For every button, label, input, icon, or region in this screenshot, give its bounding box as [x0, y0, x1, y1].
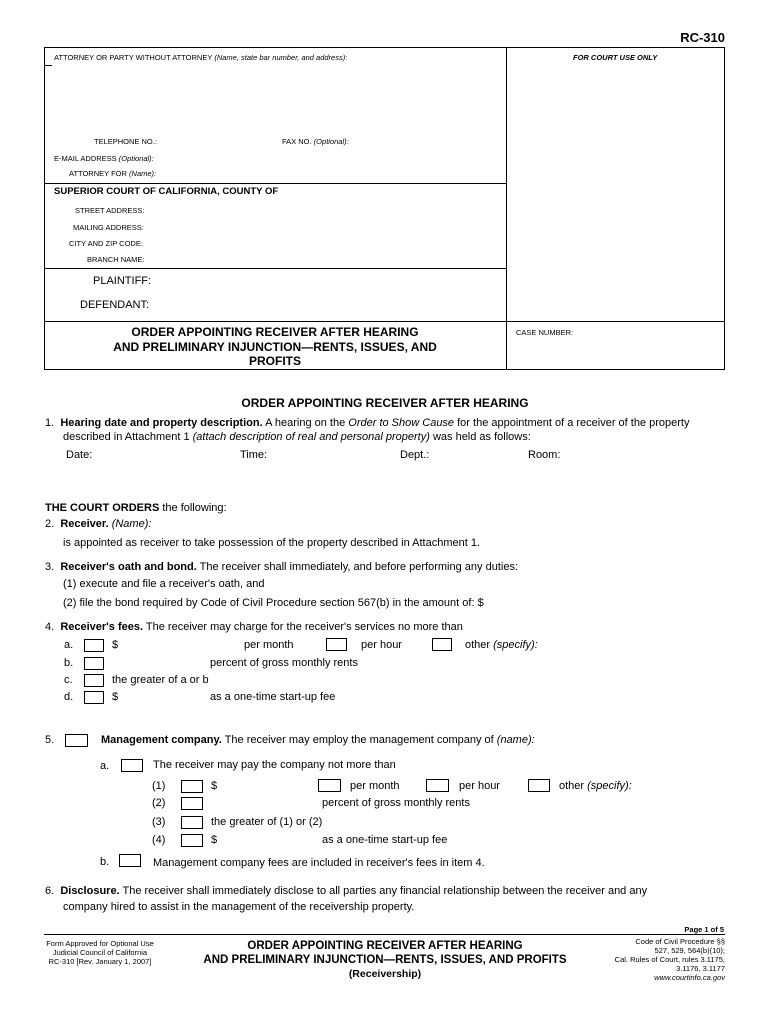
item4a-per-hour: per hour: [361, 639, 402, 651]
item5-line1: Management company. The receiver may employ the management company of (name):: [101, 734, 535, 746]
item4-line1: 4. Receiver's fees. The receiver may charge for the receiver's services no more than: [45, 621, 463, 633]
email-label: E-MAIL ADDRESS (Optional):: [54, 154, 154, 163]
item5a1-other: other (specify):: [559, 780, 632, 792]
item4d-label: d.: [64, 691, 74, 703]
item1-line2: described in Attachment 1 (attach description of real and personal property) was held as follows:: [63, 431, 531, 443]
item4a-dollar: $: [112, 639, 119, 651]
item4a-other: other (specify):: [465, 639, 538, 651]
item5a3-greater: the greater of (1) or (2): [211, 816, 323, 828]
document-title: ORDER APPOINTING RECEIVER AFTER HEARING AND PRELIMINARY INJUNCTION—RENTS, ISSUES, AND PROFITS: [113, 325, 437, 368]
item4b-label: b.: [64, 657, 74, 669]
item5a2-checkbox[interactable]: [181, 797, 203, 810]
item6-line1: 6. Disclosure. The receiver shall immediately disclose to all parties any financial relationship between the receiver and any: [45, 885, 648, 897]
item2-line1: 2. Receiver. (Name):: [45, 518, 152, 530]
case-number-label: CASE NUMBER:: [516, 328, 574, 337]
item5-num: 5.: [45, 734, 55, 746]
item5b-text: Management company fees are included in receiver's fees in item 4.: [153, 857, 485, 869]
item5a1-dollar: $: [211, 780, 218, 792]
item1-line1: 1. Hearing date and property description. A hearing on the Order to Show Cause for the appointment of a receiver of the property: [45, 417, 690, 429]
fax-label: FAX NO. (Optional):: [282, 137, 349, 146]
court-title: SUPERIOR COURT OF CALIFORNIA, COUNTY OF: [54, 186, 279, 197]
footer-title: ORDER APPOINTING RECEIVER AFTER HEARING AND PRELIMINARY INJUNCTION—RENTS, ISSUES, AND PROFITS (Receivership): [203, 940, 567, 980]
item4b-percent: percent of gross monthly rents: [210, 657, 358, 669]
item5-checkbox[interactable]: [65, 734, 88, 747]
hearing-date-label: Date:: [66, 449, 93, 461]
item5a4-dollar: $: [211, 834, 218, 846]
item5a1-per-month: per month: [350, 780, 400, 792]
main-heading: ORDER APPOINTING RECEIVER AFTER HEARING: [241, 396, 529, 410]
item3-line1: 3. Receiver's oath and bond. The receiver shall immediately, and before performing any duties:: [45, 561, 518, 573]
item5a4-label: (4): [152, 834, 166, 846]
item4a-other-checkbox[interactable]: [432, 638, 452, 651]
item5a2-percent: percent of gross monthly rents: [322, 797, 470, 809]
item4d-startup: as a one-time start-up fee: [210, 691, 336, 703]
item4d-dollar: $: [112, 691, 119, 703]
item3-sub1: (1) execute and file a receiver's oath, and: [63, 578, 265, 590]
hearing-dept-label: Dept.:: [400, 449, 430, 461]
item6-line2: company hired to assist in the management of the receivership property.: [63, 901, 415, 913]
item4a-label: a.: [64, 639, 74, 651]
item5a4-checkbox[interactable]: [181, 834, 203, 847]
item4c-greater: the greater of a or b: [112, 674, 209, 686]
item4a-per-month: per month: [244, 639, 294, 651]
item4a-checkbox[interactable]: [84, 639, 104, 652]
footer-right: Code of Civil Procedure §§ 527, 529, 564(b)(10); Cal. Rules of Court, rules 3.1175, 3.1176, 3.1177 www.courtinfo.ca.gov: [614, 937, 725, 982]
item5a1-per-month-checkbox[interactable]: [318, 779, 341, 792]
form-number: RC-310: [680, 30, 725, 45]
plaintiff-label: PLAINTIFF:: [93, 275, 152, 287]
court-orders-line: THE COURT ORDERS the following:: [45, 502, 227, 514]
item5a3-checkbox[interactable]: [181, 816, 203, 829]
telephone-label: TELEPHONE NO.:: [94, 137, 157, 146]
item5b-checkbox[interactable]: [119, 854, 141, 867]
footer-rule: [44, 934, 725, 935]
item5a-text: The receiver may pay the company not more than: [153, 759, 396, 771]
item5a-checkbox[interactable]: [121, 759, 143, 772]
item5a2-label: (2): [152, 797, 166, 809]
attorney-for-label: ATTORNEY FOR (Name):: [69, 169, 157, 178]
hearing-time-label: Time:: [240, 449, 268, 461]
item4a-per-hour-checkbox[interactable]: [326, 638, 347, 651]
hearing-room-label: Room:: [528, 449, 561, 461]
item5a1-checkbox[interactable]: [181, 780, 203, 793]
item2-text: is appointed as receiver to take possession of the property described in Attachment 1.: [63, 537, 481, 549]
item5a1-per-hour: per hour: [459, 780, 500, 792]
attorney-label: ATTORNEY OR PARTY WITHOUT ATTORNEY (Name, state bar number, and address):: [54, 53, 348, 62]
street-address-label: STREET ADDRESS:: [75, 206, 145, 215]
item5a-label: a.: [100, 760, 110, 772]
item5a1-label: (1): [152, 780, 166, 792]
item5a1-per-hour-checkbox[interactable]: [426, 779, 449, 792]
branch-name-label: BRANCH NAME:: [87, 255, 145, 264]
item5a3-label: (3): [152, 816, 166, 828]
item5a1-other-checkbox[interactable]: [528, 779, 550, 792]
page-number: Page 1 of 5: [684, 925, 724, 934]
city-zip-label: CITY AND ZIP CODE:: [69, 239, 143, 248]
item3-sub2: (2) file the bond required by Code of Civil Procedure section 567(b) in the amount of: $: [63, 597, 484, 609]
footer-website: www.courtinfo.ca.gov: [654, 973, 725, 982]
footer-left: Form Approved for Optional Use Judicial Council of California RC-310 [Rev. January 1, 2007]: [46, 939, 154, 966]
item5a4-startup: as a one-time start-up fee: [322, 834, 448, 846]
item5b-label: b.: [100, 856, 110, 868]
court-use-label: FOR COURT USE ONLY: [573, 53, 658, 62]
mailing-address-label: MAILING ADDRESS:: [73, 223, 144, 232]
item4c-checkbox[interactable]: [84, 674, 104, 687]
item4d-checkbox[interactable]: [84, 691, 104, 704]
item4b-checkbox[interactable]: [84, 657, 104, 670]
defendant-label: DEFENDANT:: [80, 299, 150, 311]
item4c-label: c.: [64, 674, 73, 686]
